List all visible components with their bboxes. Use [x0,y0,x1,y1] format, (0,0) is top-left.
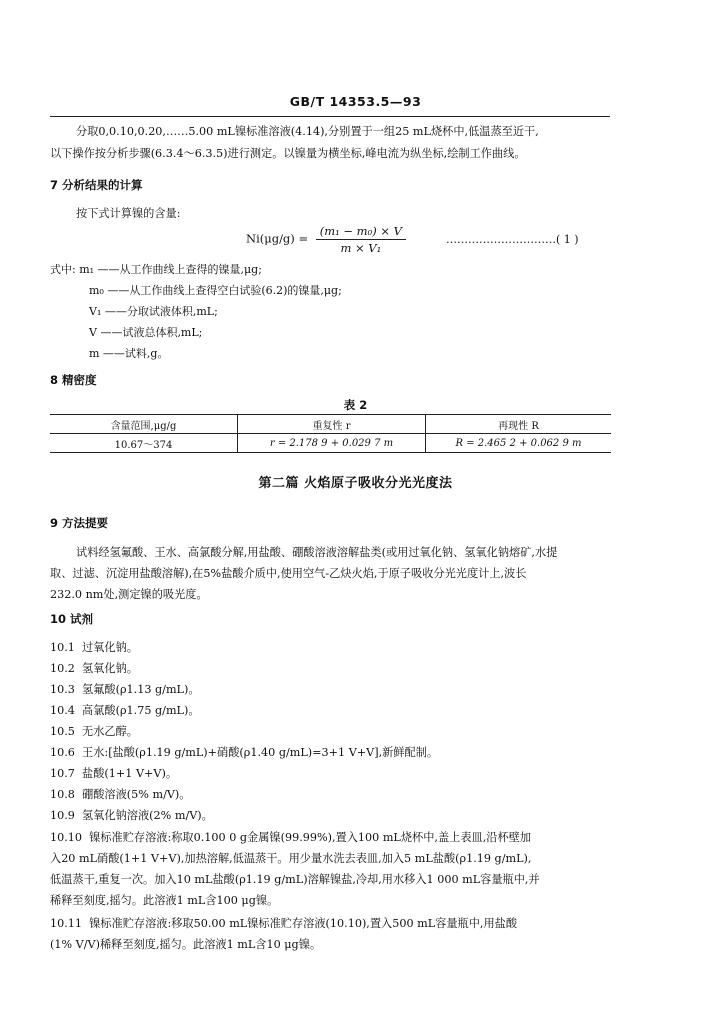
list-item [50,721,138,742]
reagent-number: 10.1 [50,641,75,654]
definition-m1: 式中: m₁ ——从工作曲线上查得的镍量,μg; [50,263,262,276]
list-item [50,679,200,700]
list-item [50,784,190,805]
formula-left: Ni(μg/g) = [246,231,312,246]
table-header-repeatability: 重复性 r [238,415,426,434]
reagent-number: 10.10 [50,831,83,844]
definition-v1: V₁ ——分取试液体积,mL; [89,305,218,318]
reagent-text: 王水:[盐酸(ρ1.19 g/mL)+硝酸(ρ1.40 g/mL)=3+1 V+V],新鲜配制。 [82,746,439,759]
reagent-number: 10.5 [50,725,75,738]
section-7-heading: 7 分析结果的计算 [50,178,143,192]
intro-line-2: 以下操作按分析步骤(6.3.4～6.3.5)进行测定。以镍量为横坐标,峰电流为纵坐标,绘制工作曲线。 [50,147,526,160]
section-9-line-3: 232.0 nm处,测定镍的吸光度。 [50,588,208,601]
formula-fraction [316,224,406,255]
section-10-heading: 10 试剂 [50,612,94,626]
reagent-text: 高氯酸(ρ1.75 g/mL)。 [82,704,200,717]
reagent-number: 10.6 [50,746,75,759]
reagent-text: 盐酸(1+1 V+V)。 [82,767,178,780]
table-cell-repeatability: r = 2.178 9 + 0.029 7 m [238,434,426,453]
standard-code-header: GB/T 14353.5—93 [289,94,422,109]
reagent-10-10-line-1: 10.10 镍标准贮存溶液:称取0.100 0 g金属镍(99.99%),置入100 mL烧杯中,盖上表皿,沿杯壁加 [50,831,532,844]
list-item [50,637,138,658]
table-cell-content-range: 10.67～374 [50,434,238,453]
list-item [50,658,138,679]
nickel-formula [246,224,406,255]
reagent-number: 10.4 [50,704,75,717]
table-cell-reproducibility: R = 2.465 2 + 0.062 9 m [426,434,612,453]
definition-m0: m₀ ——从工作曲线上查得空白试验(6.2)的镍量,μg; [89,284,342,297]
reagent-10-10-line-4: 稀释至刻度,摇匀。此溶液1 mL含100 μg镍。 [50,894,279,907]
table-header-content-range: 含量范围,μg/g [50,415,238,434]
reagent-10-10-line-2: 入20 mL硝酸(1+1 V+V),加热溶解,低温蒸干。用少量水洗去表皿,加入5 mL盐酸(ρ1.19 g/mL), [50,852,532,865]
section-9-line-1: 试料经氢氟酸、王水、高氯酸分解,用盐酸、硼酸溶液溶解盐类(或用过氧化钠、氢氧化钠熔矿,水提 [76,546,558,559]
reagent-text: 氢氧化钠。 [82,662,138,675]
reagent-10-11-line-1: 10.11 镍标准贮存溶液:移取50.00 mL镍标准贮存溶液(10.10),置入500 mL容量瓶中,用盐酸 [50,917,518,930]
reagent-text: 无水乙醇。 [82,725,138,738]
formula-numerator: (m₁ − m₀) × V [316,224,406,240]
table-header-row [50,415,611,434]
definition-v: V ——试液总体积,mL; [89,326,203,339]
reagent-text: 氢氟酸(ρ1.13 g/mL)。 [82,683,200,696]
reagent-10-10-line-3: 低温蒸干,重复一次。加入10 mL盐酸(ρ1.19 g/mL)溶解镍盐,冷却,用水移入1 000 mL容量瓶中,并 [50,873,540,886]
list-item [50,700,200,721]
formula-denominator: m × V₁ [340,241,382,255]
reagent-text: 硼酸溶液(5% m/V)。 [82,788,191,801]
section-8-heading: 8 精密度 [50,373,97,387]
section-7-lead: 按下式计算镍的含量: [76,207,181,220]
section-9-heading: 9 方法提要 [50,516,109,530]
equation-number: …………………………( 1 ) [446,233,579,246]
reagent-number: 10.8 [50,788,75,801]
definition-m: m ——试料,g。 [89,347,169,360]
header-rule [50,116,610,117]
reagent-text: 氢氧化钠溶液(2% m/V)。 [82,809,213,822]
reagent-number: 10.11 [50,917,83,930]
reagent-text: 过氧化钠。 [82,641,138,654]
reagent-number: 10.2 [50,662,75,675]
reagent-number: 10.9 [50,809,75,822]
list-item [50,805,213,826]
part-2-title: 第二篇 火焰原子吸收分光光度法 [258,476,453,491]
reagent-10-11-line-2: (1% V/V)稀释至刻度,摇匀。此溶液1 mL含10 μg镍。 [50,938,322,951]
table-header-reproducibility: 再现性 R [426,415,612,434]
intro-line-1: 分取0,0.10,0.20,……5.00 mL镍标准溶液(4.14),分别置于一组25 mL烧杯中,低温蒸至近干, [76,125,539,138]
list-item [50,763,177,784]
list-item [50,742,438,763]
reagent-number: 10.3 [50,683,75,696]
section-9-line-2: 取、过滤、沉淀用盐酸溶解),在5%盐酸介质中,使用空气-乙炔火焰,于原子吸收分光光度计上,波长 [50,567,527,580]
precision-table [50,414,611,453]
reagent-number: 10.7 [50,767,75,780]
table-row [50,434,611,453]
table-2-caption: 表 2 [343,398,368,412]
